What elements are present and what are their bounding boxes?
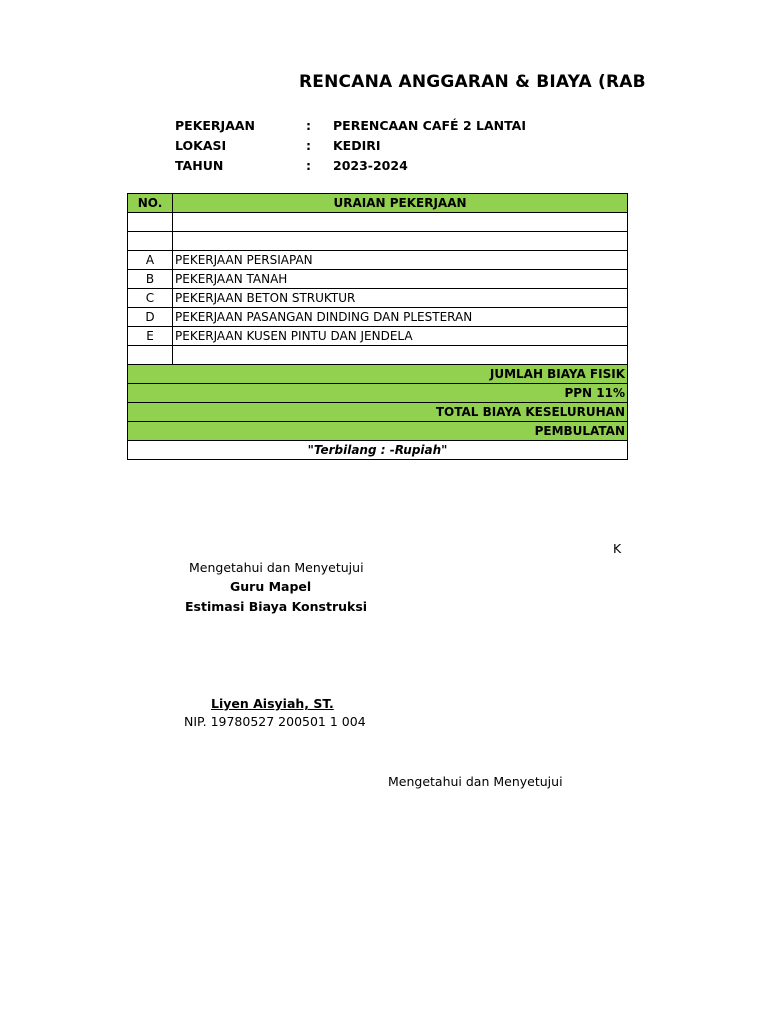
signature-left-name: Liyen Aisyiah, ST.	[211, 696, 334, 711]
table-row	[128, 270, 628, 289]
empty-row	[128, 346, 628, 365]
terbilang-row	[128, 441, 628, 460]
table-row	[128, 327, 628, 346]
row-no: C	[128, 289, 173, 308]
row-no: A	[128, 251, 173, 270]
meta-value-lokasi: KEDIRI	[333, 138, 381, 153]
meta-value-tahun: 2023-2024	[333, 158, 408, 173]
table-row	[128, 289, 628, 308]
spacer-row	[128, 213, 628, 232]
row-no: D	[128, 308, 173, 327]
table-header-row	[128, 194, 628, 213]
row-uraian: PEKERJAAN PASANGAN DINDING DAN PLESTERAN	[173, 308, 628, 327]
meta-colon: :	[306, 118, 311, 133]
row-uraian: PEKERJAAN TANAH	[173, 270, 628, 289]
table-row	[128, 251, 628, 270]
meta-colon: :	[306, 158, 311, 173]
empty-row	[128, 232, 628, 251]
summary-row-ppn	[128, 384, 628, 403]
summary-label-ppn: PPN 11%	[128, 384, 628, 403]
signature-left-role: Guru Mapel	[230, 579, 312, 594]
summary-row-jumlah	[128, 365, 628, 384]
signature-bottom-line1: Mengetahui dan Menyetujui	[388, 774, 563, 789]
column-header-no: NO.	[128, 194, 173, 213]
row-uraian: PEKERJAAN BETON STRUKTUR	[173, 289, 628, 308]
summary-label-jumlah: JUMLAH BIAYA FISIK	[128, 365, 628, 384]
summary-row-pembulatan	[128, 422, 628, 441]
signature-left-nip: NIP. 19780527 200501 1 004	[184, 714, 366, 729]
row-no: E	[128, 327, 173, 346]
row-uraian: PEKERJAAN KUSEN PINTU DAN JENDELA	[173, 327, 628, 346]
signature-left-line1: Mengetahui dan Menyetujui	[189, 560, 364, 575]
row-uraian: PEKERJAAN PERSIAPAN	[173, 251, 628, 270]
rab-table	[127, 193, 628, 460]
row-no: B	[128, 270, 173, 289]
meta-label-tahun: TAHUN	[175, 158, 224, 173]
column-header-uraian: URAIAN PEKERJAAN	[173, 194, 628, 213]
summary-label-pembulatan: PEMBULATAN	[128, 422, 628, 441]
meta-label-lokasi: LOKASI	[175, 138, 227, 153]
truncated-text: K	[613, 541, 622, 556]
summary-label-total: TOTAL BIAYA KESELURUHAN	[128, 403, 628, 422]
terbilang-text: "Terbilang : -Rupiah"	[128, 441, 628, 460]
document-title: RENCANA ANGGARAN & BIAYA (RAB	[299, 72, 646, 92]
table-row	[128, 308, 628, 327]
signature-left-subject: Estimasi Biaya Konstruksi	[185, 599, 368, 614]
meta-label-pekerjaan: PEKERJAAN	[175, 118, 256, 133]
meta-value-pekerjaan: PERENCAAN CAFÉ 2 LANTAI	[333, 118, 526, 133]
summary-row-total	[128, 403, 628, 422]
meta-colon: :	[306, 138, 311, 153]
